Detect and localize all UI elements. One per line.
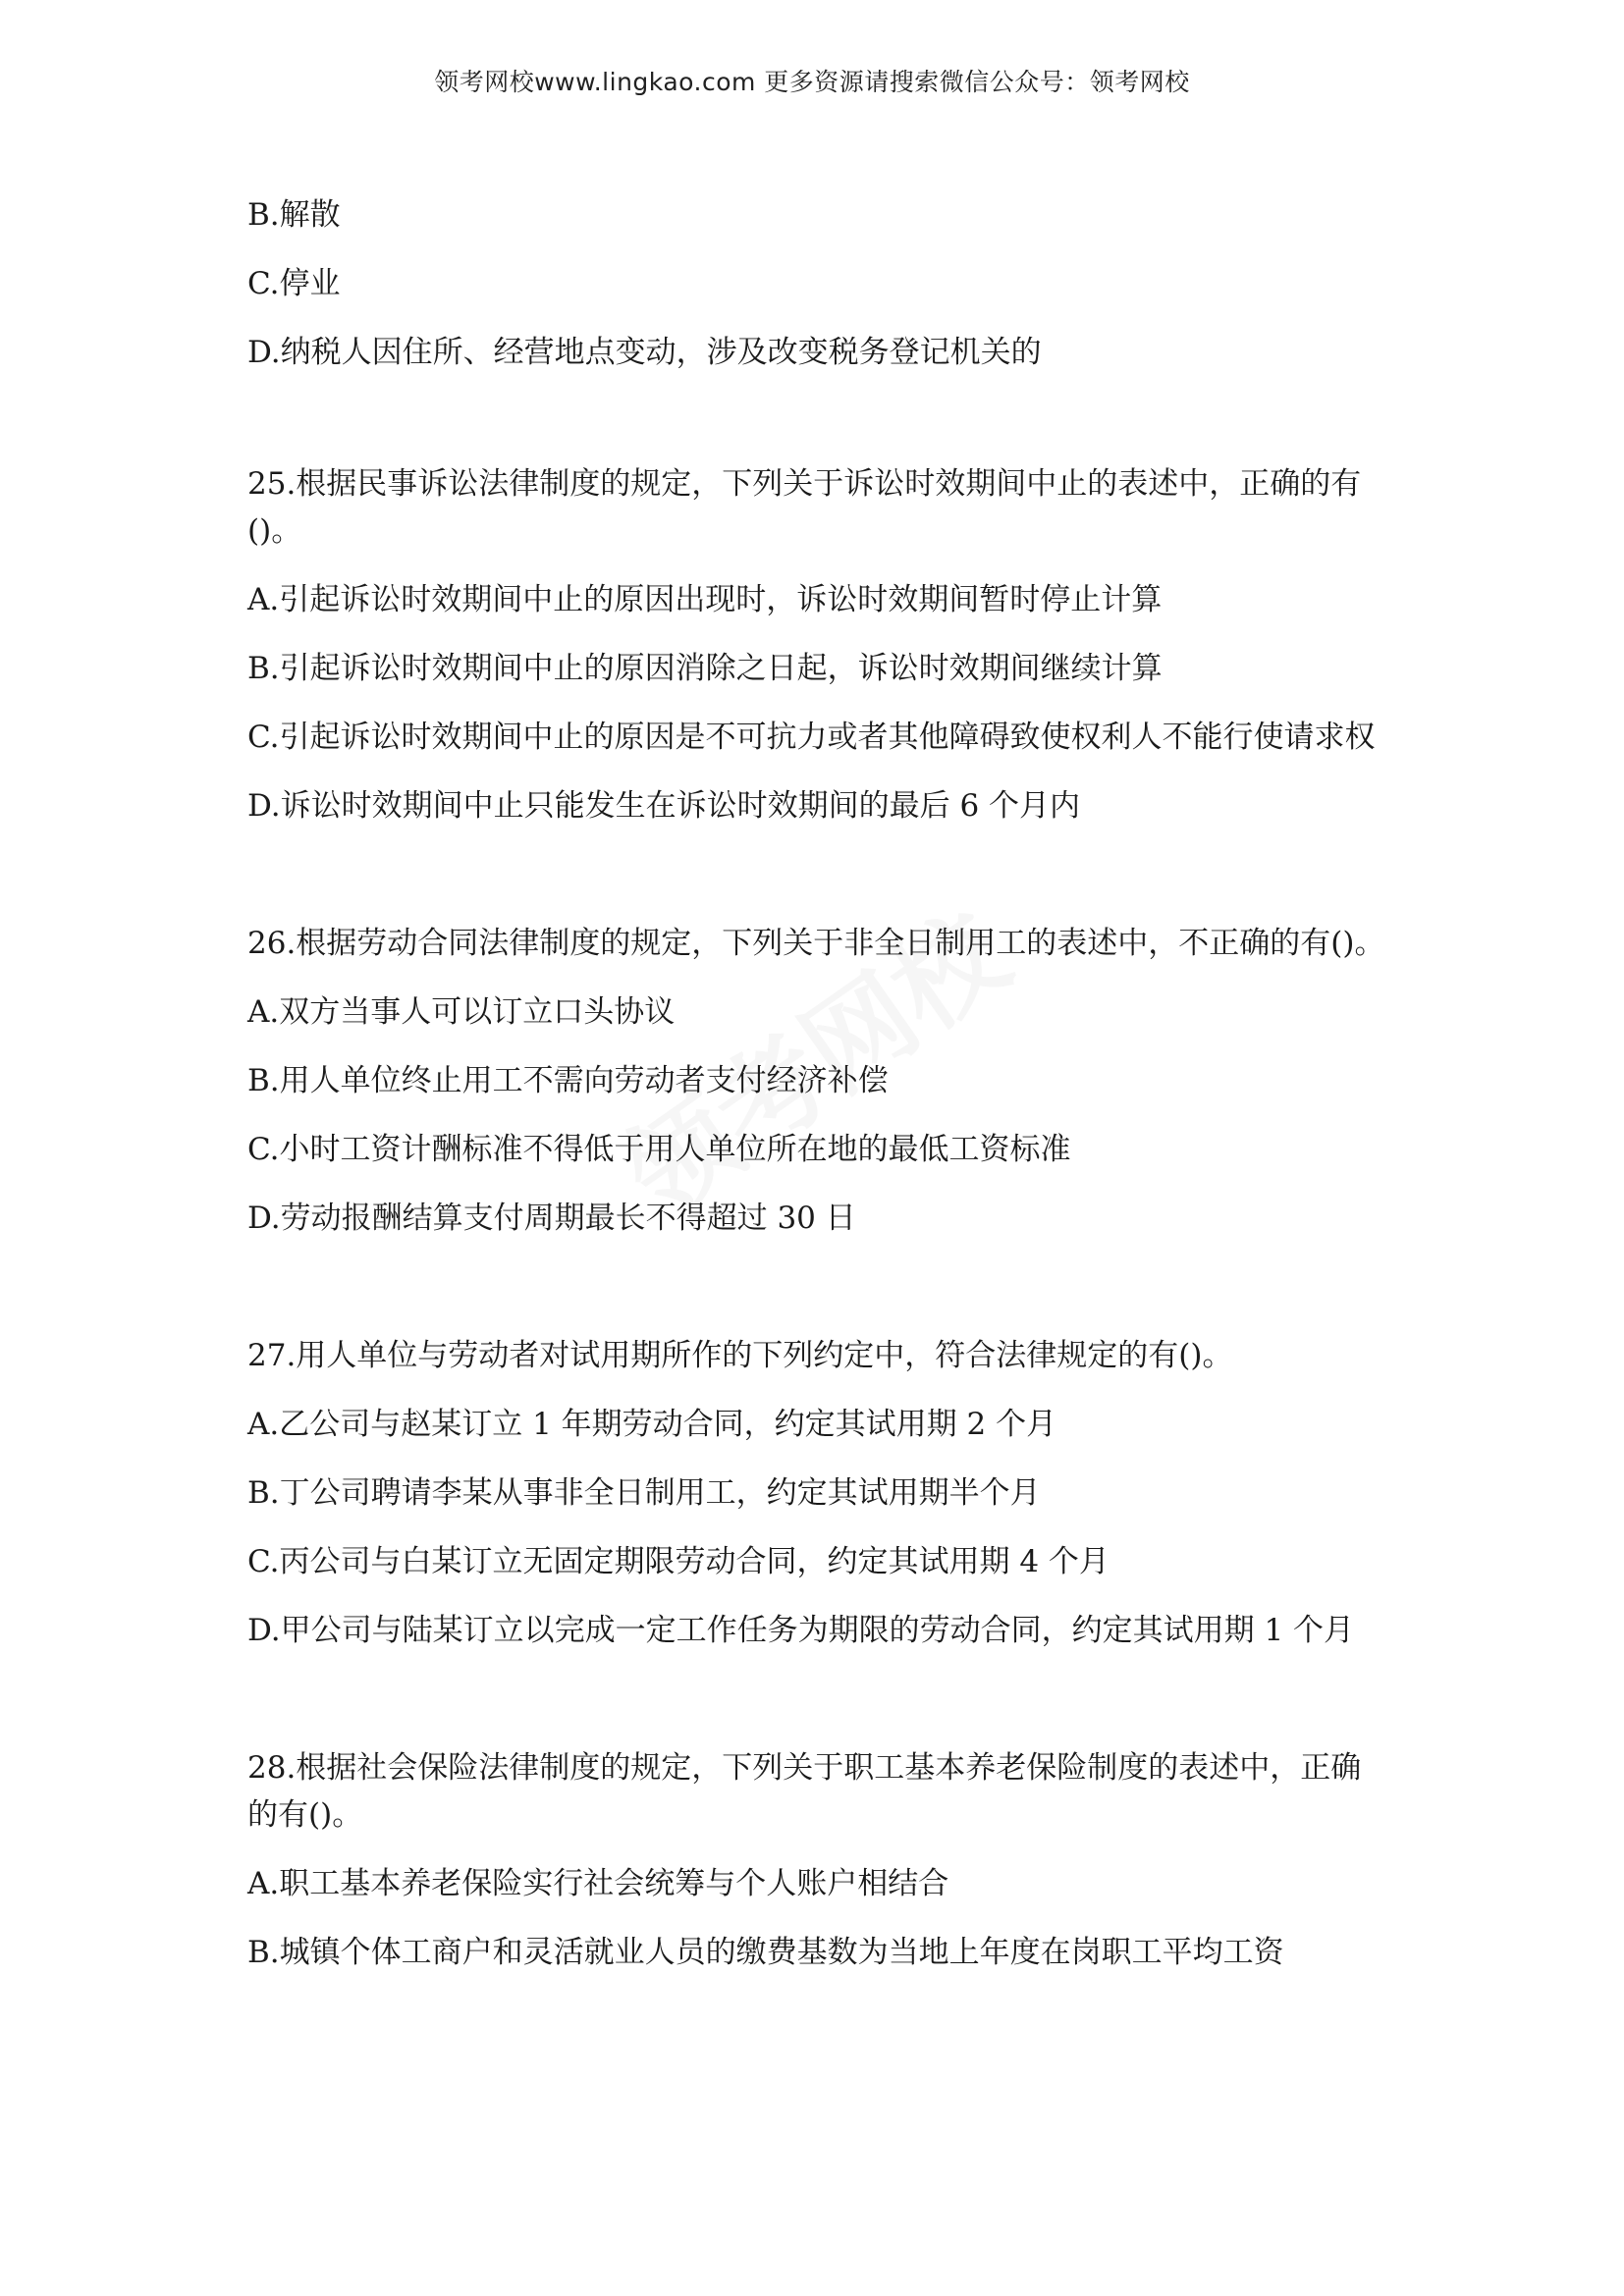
option-c: C.停业 — [247, 266, 341, 301]
option-b: B.城镇个体工商户和灵活就业人员的缴费基数为当地上年度在岗职工平均工资 — [247, 1935, 1284, 1970]
option-d: D.纳税人因住所、经营地点变动，涉及改变税务登记机关的 — [247, 335, 1042, 370]
question-27 — [247, 1332, 1386, 1654]
question-26 — [247, 920, 1386, 1242]
option-c: C.引起诉讼时效期间中止的原因是不可抗力或者其他障碍致使权利人不能行使请求权 — [247, 720, 1376, 755]
option-d: D.诉讼时效期间中止只能发生在诉讼时效期间的最后 6 个月内 — [247, 788, 1081, 824]
question-25 — [247, 460, 1386, 829]
option-b: B.解散 — [247, 197, 341, 233]
question-28 — [247, 1744, 1386, 1976]
option-a: A.乙公司与赵某订立 1 年期劳动合同，约定其试用期 2 个月 — [247, 1407, 1057, 1442]
option-c: C.丙公司与白某订立无固定期限劳动合同，约定其试用期 4 个月 — [247, 1544, 1110, 1579]
question-stem: 28.根据社会保险法律制度的规定，下列关于职工基本养老保险制度的表述中，正确的有()。 — [247, 1750, 1362, 1833]
document-body — [247, 191, 1386, 1998]
question-stem: 27.用人单位与劳动者对试用期所作的下列约定中，符合法律规定的有()。 — [247, 1338, 1233, 1373]
option-b: B.丁公司聘请李某从事非全日制用工，约定其试用期半个月 — [247, 1475, 1041, 1511]
option-a: A.引起诉讼时效期间中止的原因出现时，诉讼时效期间暂时停止计算 — [247, 582, 1163, 617]
option-b: B.引起诉讼时效期间中止的原因消除之日起，诉讼时效期间继续计算 — [247, 651, 1163, 686]
option-d: D.甲公司与陆某订立以完成一定工作任务为期限的劳动合同，约定其试用期 1 个月 — [247, 1613, 1355, 1648]
option-d: D.劳动报酬结算支付周期最长不得超过 30 日 — [247, 1201, 856, 1236]
carryover-options — [247, 191, 1386, 376]
option-c: C.小时工资计酬标准不得低于用人单位所在地的最低工资标准 — [247, 1132, 1071, 1167]
option-a: A.职工基本养老保险实行社会统筹与个人账户相结合 — [247, 1866, 949, 1901]
question-stem: 25.根据民事诉讼法律制度的规定，下列关于诉讼时效期间中止的表述中，正确的有()。 — [247, 466, 1362, 549]
question-stem: 26.根据劳动合同法律制度的规定，下列关于非全日制用工的表述中，不正确的有()。 — [247, 926, 1385, 961]
page-header: 领考网校www.lingkao.com 更多资源请搜索微信公众号：领考网校 — [434, 68, 1190, 96]
option-a: A.双方当事人可以订立口头协议 — [247, 994, 676, 1030]
option-b: B.用人单位终止用工不需向劳动者支付经济补偿 — [247, 1063, 889, 1098]
